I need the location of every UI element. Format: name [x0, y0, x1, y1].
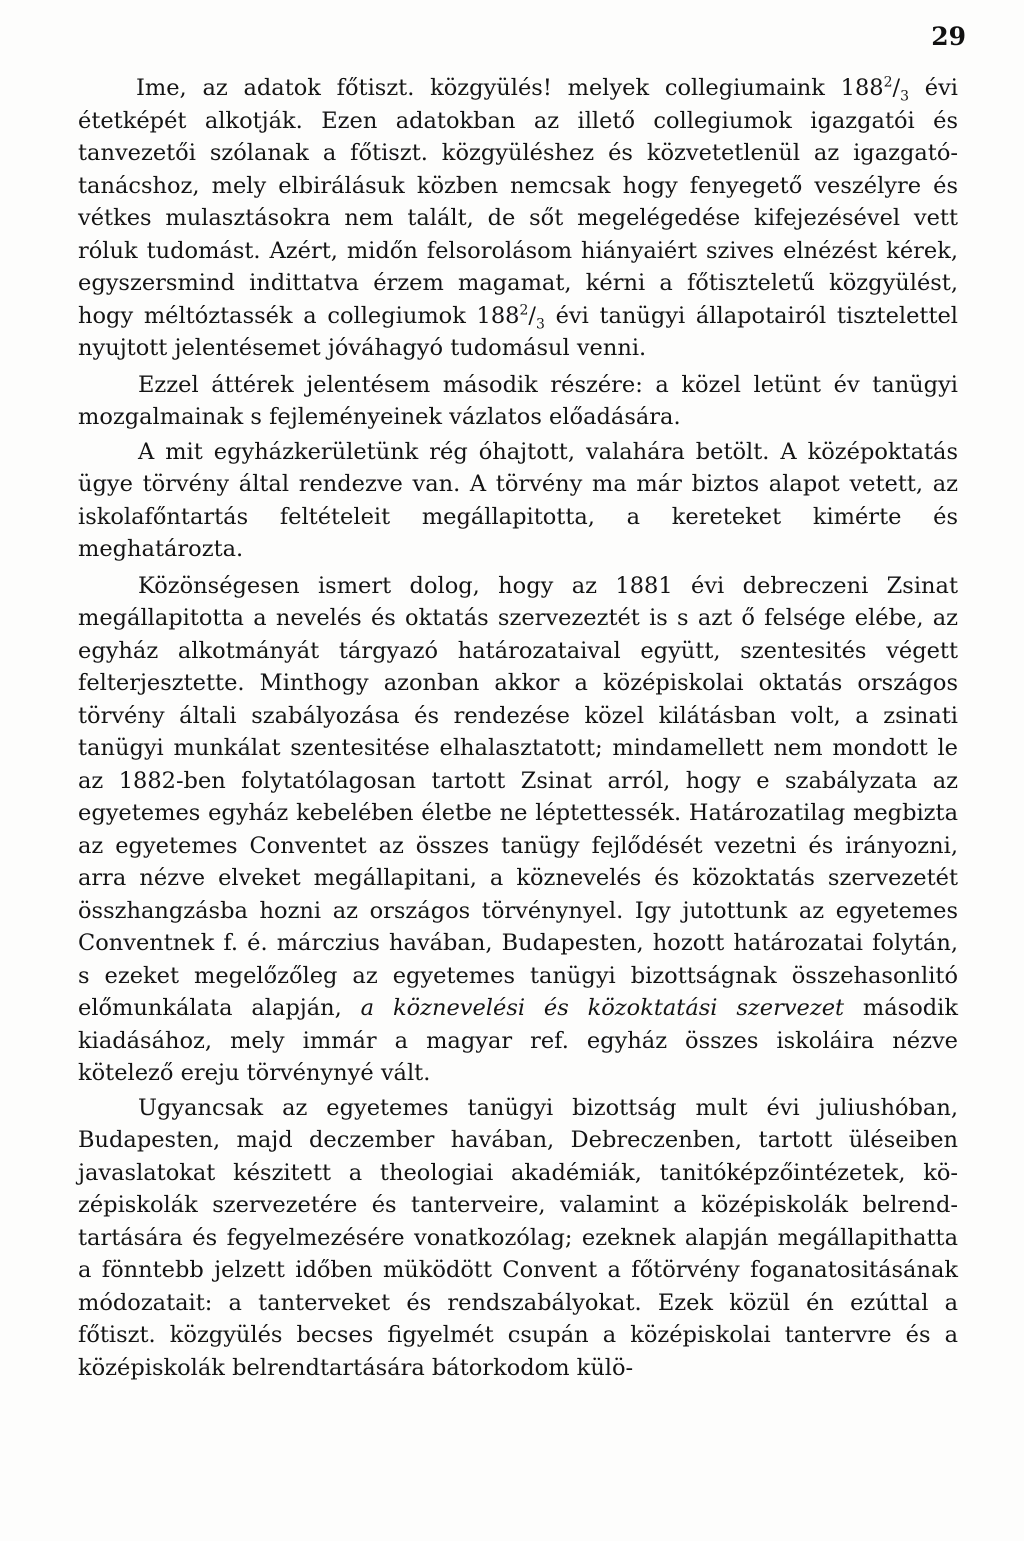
body-text [78, 72, 958, 1386]
paragraph-4 [78, 570, 958, 1090]
paragraph-2 [78, 369, 958, 434]
text-run: A mit egyházkerületünk rég óhajtott, valahára betölt. A középoktatás ügye törvény által rendezve van. A törvény ma már biztos alapot vetett, az iskolafőntartás feltételeit megállapitotta, a kereteket kimérte és meghatározta. [78, 438, 958, 562]
text-run: 2 [519, 302, 529, 318]
text-run: Ugyancsak az egyetemes tanügyi bizottság mult évi juliushóban, Budapesten, majd deczember havában, Debreczenben, tartott üléseiben javaslatokat készitett a theologiai akadémiák, tanitóképzőintézetek, középiskolák szervezetére és tanterveire, valamint a középiskolák belrendtartására és fegyelmezésére vonatkozólag; ezeknek alapján megállapithatta a fönntebb jelzett időben müködött Convent a főtörvény foganatositásának módozatait: a tanterveket és rendszabályokat. Ezek közül én ezúttal a főtiszt. közgyülés becses figyelmét csupán a középiskolai tantervre és a középiskolák belrendtartására bátorkodom külö- [78, 1094, 958, 1381]
text-run: 3 [535, 316, 545, 332]
page-number: 29 [931, 22, 966, 51]
text-run: Ezzel áttérek jelentésem második részére: a közel letünt év tanügyi mozgalmainak s fejleményeinek vázlatos előadására. [78, 371, 958, 430]
paragraph-5 [78, 1092, 958, 1385]
text-run: évi tanügyi állapotairól tisztelettel nyujtott jelentésemet jóváhagyó tudomásul venni. [78, 302, 958, 361]
text-run: Ime, az adatok főtiszt. közgyülés! melyek collegiumaink 188 [136, 75, 884, 101]
text-run: a köznevelési és közoktatási szervezet [360, 995, 845, 1021]
text-run: / [528, 302, 536, 329]
text-run: második kiadásához, mely immár a magyar ref. egyház összes iskoláira nézve kötelező ereju törvénynyé vált. [78, 995, 958, 1086]
text-run: Közönségesen ismert dolog, hogy az 1881 évi debreczeni Zsinat megállapitotta a nevelés és oktatás szervezeztét is s azt ő felsége elébe, az egyház alkotmányát tárgyazó határozataival együtt, szentesités végett felterjesztette. Minthogy azonban akkor a középiskolai oktatás országos törvény általi szabályozása és rendezése közel kilátásban volt, a zsinati tanügyi munkálat szentesitése elhalasztatott; mindamellett nem mondott le az 1882-ben folytatólagosan tartott Zsinat arról, hogy e szabályzata az egyetemes egyház kebelében életbe ne léptettessék. Határozatilag megbizta az egyetemes Conventet az összes tanügy fejlődését vezetni és irányozni, arra nézve elveket megállapitani, a köznevelés és közoktatás szervezetét összhangzásba hozni az országos törvénynyel. Igy jutottunk az egyetemes Conventnek f. é. márczius havában, Budapesten, hozott határozatai folytán, s ezeket megelőzőleg az egyetemes tanügyi bizottságnak összehasonlitó előmunkálata alapján, [78, 572, 958, 1021]
text-run: évi étetképét alkotják. Ezen adatokban az illető collegiumok igazgatói és tanvezetői szólanak a főtiszt. közgyüléshez és közvetetlenül az igazgató-tanácshoz, mely elbirálásuk közben nemcsak hogy fenyegető veszélyre és vétkes mulasztásokra nem talált, de sőt megelégedése kifejezésével vett róluk tudomást. Azért, midőn felsorolásom hiányaiért szives elnézést kérek, egyszersmind indittatva érzem magamat, kérni a főtiszteletű közgyülést, hogy méltóztassék a collegiumok 188 [78, 75, 958, 329]
text-run: / [892, 75, 901, 101]
paragraph-3 [78, 436, 958, 566]
paragraph-1 [78, 72, 958, 365]
text-run: 2 [883, 74, 893, 91]
text-run: 3 [900, 88, 910, 105]
